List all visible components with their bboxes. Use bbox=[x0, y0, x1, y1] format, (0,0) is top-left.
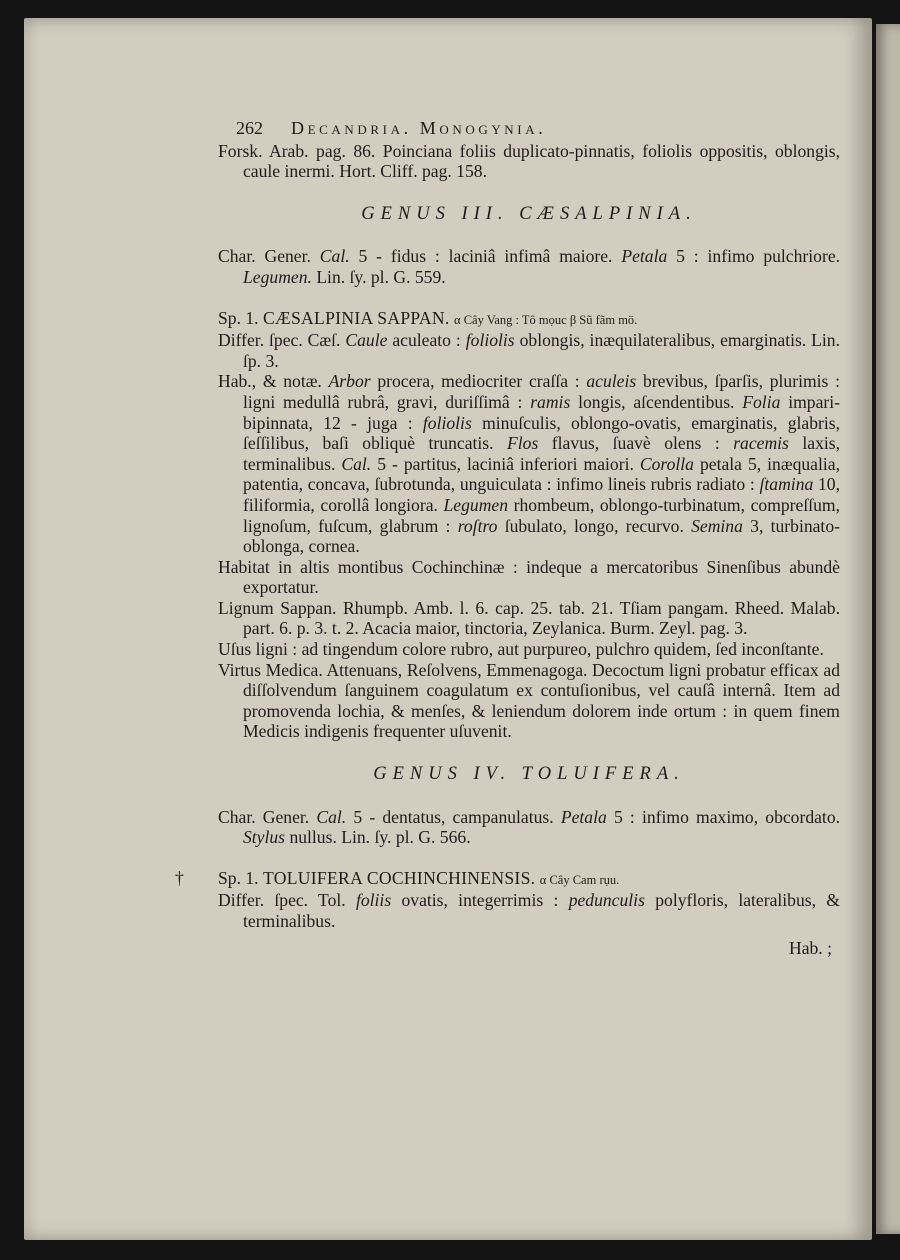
genus-heading-4: GENUS IV. TOLUIFERA. bbox=[373, 764, 685, 785]
vernacular-names: α Cây Vang : Tô mọuc β Sũ fãm mö. bbox=[454, 312, 638, 327]
catchword: Hab. ; bbox=[789, 937, 832, 958]
usus-paragraph: Uſus ligni : ad tingendum colore rubro, aut purpureo, pulchro quidem, ſed inconſtante. bbox=[218, 639, 824, 660]
description-caesalpinia: Hab., & notæ. Arbor procera, mediocriter craſſa : aculeis brevibus, ſparſis, plurimis : ligni medullâ rubrâ, gravi, duriſſimâ : ramis longis, aſcendentibus. Folia impari-bipinnata, 12 - juga : foliolis minuſculis, oblongo-ovatis, emarginatis, glabris, ſeſſilibus, baſi obliquè truncatis. Flos flavus, ſuavè olens : racemis laxis, terminalibus. Cal. 5 - partitus, laciniâ inferiori maiori. Corolla petala 5, inæqualia, patentia, concava, ſubrotunda, unguiculata : infimo lineis rubris radiato : ſtamina 10, filiformia, corollâ longiora. Legumen rhombeum, oblongo-turbinatum, compreſſum, lignoſum, fuſcum, glabrum : roſtro ſubulato, longo, recurvo. Semina 3, turbinato-oblonga, cornea. bbox=[218, 371, 841, 557]
page-number: 262 bbox=[236, 118, 263, 138]
adjacent-page-edge bbox=[876, 24, 900, 1234]
running-header bbox=[218, 118, 840, 139]
page-text-block bbox=[218, 118, 840, 958]
species-heading-toluifera: Sp. 1. TOLUIFERA COCHINCHINENSIS. α Cây Cam rụu. bbox=[218, 867, 620, 888]
virtus-medica-paragraph: Virtus Medica. Attenuans, Reſolvens, Emmenagoga. Decoctum ligni probatur efficax ad diſſolvendum ſanguinem coagulatum ex contuſionibus, vel cauſâ internâ. Item ad promovenda lochia, & menſes, & leniendum dolorem inde ortum : in quem finem Medicis indigenis frequenter uſuvenit. bbox=[218, 659, 840, 742]
character-genus-3: Char. Gener. Cal. 5 - fidus : laciniâ infimâ maiore. Petala 5 : infimo pulchriore. Legumen. Lin. ſy. pl. G. 559. bbox=[218, 246, 841, 287]
habitat-paragraph: Habitat in altis montibus Cochinchinæ : indeque a mercatoribus Sinenſibus abundè exportatur. bbox=[218, 556, 840, 598]
character-genus-4: Char. Gener. Cal. 5 - dentatus, campanulatus. Petala 5 : infimo maximo, obcordato. Stylus nullus. Lin. ſy. pl. G. 566. bbox=[218, 806, 841, 848]
genus-heading-3: GENUS III. CÆSALPINIA. bbox=[361, 203, 697, 224]
synonymy-paragraph: Lignum Sappan. Rhumpb. Amb. l. 6. cap. 25. tab. 21. Tſiam pangam. Rheed. Malab. part. 6. p. 3. t. 2. Acacia maior, tinctoria, Zeylanica. Burm. Zeyl. pag. 3. bbox=[218, 597, 840, 639]
differentia-toluifera: Differ. ſpec. Tol. foliis ovatis, integerrimis : pedunculis polyfloris, lateralibus, & terminalibus. bbox=[218, 890, 840, 931]
species-heading-caesalpinia: Sp. 1. CÆSALPINIA SAPPAN. α Cây Vang : Tô mọuc β Sũ fãm mö. bbox=[218, 307, 638, 328]
running-title: Decandria. Monogynia. bbox=[291, 118, 547, 138]
differentia-caesalpinia: Differ. ſpec. Cæſ. Caule aculeato : foliolis oblongis, inæquilateralibus, emarginatis. Lin. ſp. 3. bbox=[218, 330, 841, 371]
intro-paragraph: Forsk. Arab. pag. 86. Poinciana foliis duplicato-pinnatis, foliolis oppositis, oblongis, caule inermi. Hort. Cliff. pag. 158. bbox=[218, 140, 840, 182]
vernacular-names: α Cây Cam rụu. bbox=[539, 872, 620, 887]
